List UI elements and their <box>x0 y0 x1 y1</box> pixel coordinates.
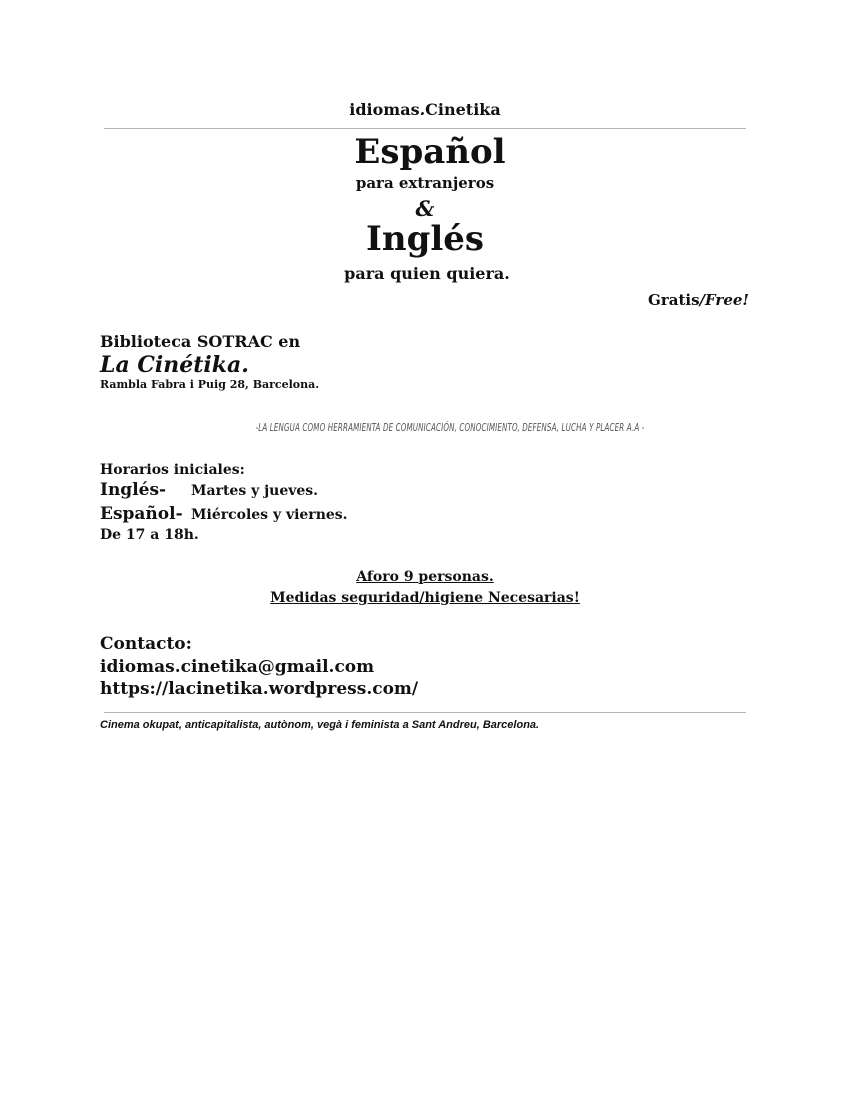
schedule-title: Horarios iniciales: <box>100 462 245 478</box>
contact-email[interactable]: idiomas.cinetika@gmail.com <box>100 657 375 677</box>
capacity-notice: Aforo 9 personas. <box>356 569 494 585</box>
ampersand: & <box>415 196 435 221</box>
title-english: Inglés <box>365 219 485 259</box>
schedule-lang-spanish: Español- <box>100 504 183 524</box>
bottom-divider <box>104 712 746 713</box>
schedule-days-spanish: Miércoles y viernes. <box>191 507 348 523</box>
venue-name: La Cinétika. <box>100 352 249 378</box>
title-spanish: Español <box>354 132 506 172</box>
contact-website[interactable]: https://lacinetika.wordpress.com/ <box>100 679 419 699</box>
top-divider <box>104 128 746 129</box>
subtitle-english: para quien quiera. <box>344 264 510 283</box>
price-tag <box>648 291 749 309</box>
price-gratis: Gratis <box>648 291 700 309</box>
motto: -LA LENGUA COMO HERRAMIENTA DE COMUNICACIÓN, CONOCIMIENTO, DEFENSA, LUCHA Y PLACER A.A - <box>255 421 645 434</box>
safety-notice: Medidas seguridad/higiene Necesarias! <box>270 590 580 606</box>
schedule-days-english: Martes y jueves. <box>191 483 319 499</box>
brand-suffix: Cinetika <box>425 100 501 119</box>
price-free: /Free! <box>699 291 749 309</box>
brand-header <box>0 100 850 119</box>
brand-prefix: idiomas <box>349 100 420 119</box>
brand-dot: . <box>419 100 426 119</box>
venue-address: Rambla Fabra i Puig 28, Barcelona. <box>100 378 320 391</box>
schedule-lang-english: Inglés- <box>100 480 167 500</box>
contact-title: Contacto: <box>100 634 192 654</box>
footer-text: Cinema okupat, anticapitalista, autònom, vegà i feminista a Sant Andreu, Barcelona. <box>100 719 540 731</box>
subtitle-spanish: para extranjeros <box>355 174 495 192</box>
library-name: Biblioteca SOTRAC en <box>100 332 301 351</box>
schedule-hours: De 17 a 18h. <box>100 527 199 543</box>
